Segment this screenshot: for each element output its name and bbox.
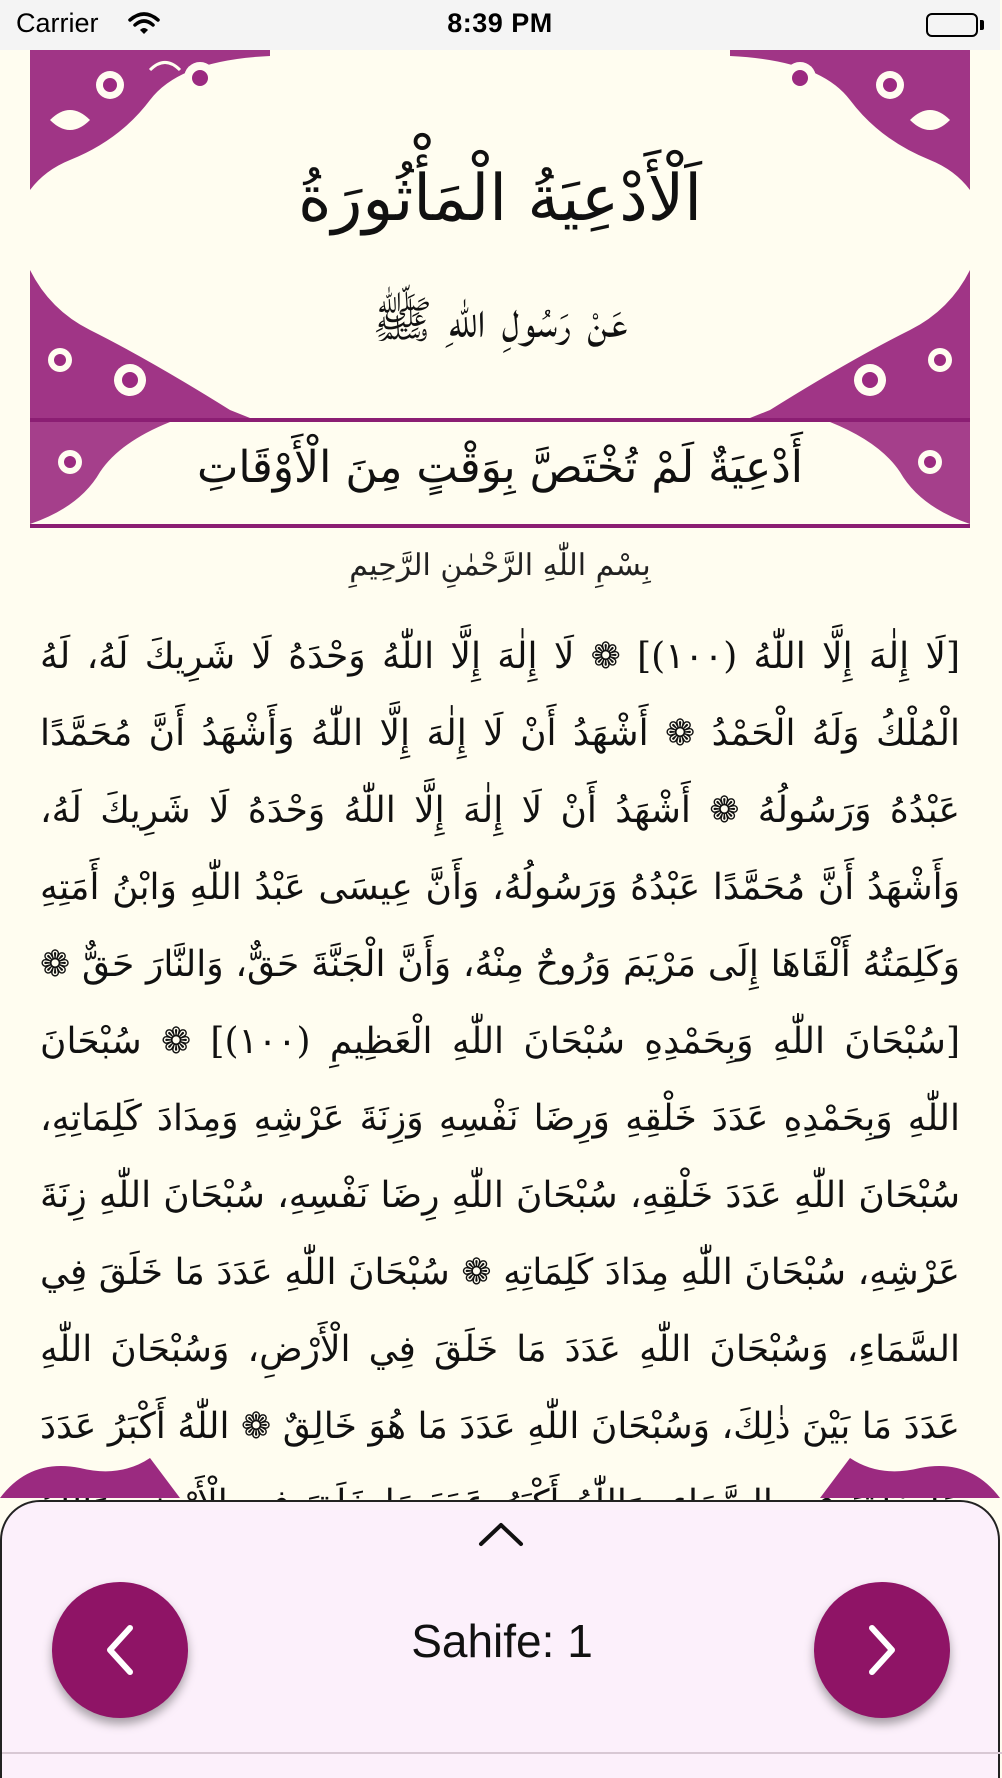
section-title: أَدْعِيَةٌ لَمْ تُخْتَصَّ بِوَقْتٍ مِنَ الْأَوْقَاتِ — [196, 442, 804, 493]
page-navigation-panel — [0, 1500, 1000, 1778]
page-number-label: Sahife: 1 — [411, 1615, 593, 1667]
page-title: اَلْأَدْعِيَةُ الْمَأْثُورَةُ — [297, 162, 703, 236]
carrier-label: Carrier — [16, 8, 99, 38]
ornament-bottom-right-icon — [820, 1458, 1000, 1498]
clock: 8:39 PM — [447, 8, 553, 38]
next-page-button[interactable] — [814, 1582, 950, 1718]
divider — [2, 1752, 1002, 1754]
battery-icon — [926, 13, 978, 37]
prayer-page — [30, 50, 970, 1470]
bismillah: بِسْمِ اللّٰهِ الرَّحْمٰنِ الرَّحِيمِ — [349, 548, 651, 583]
chevron-up-icon[interactable] — [478, 1520, 524, 1552]
ornament-bottom-left-icon — [0, 1458, 180, 1498]
section-header-band — [30, 418, 970, 528]
status-bar — [0, 0, 1000, 50]
chevron-right-icon — [862, 1622, 902, 1678]
page-subtitle: عَنْ رَسُولِ اللّٰهِ ﷺ — [372, 291, 628, 349]
prayer-text: [لَا إِلٰهَ إِلَّا اللّٰهُ (١٠٠)] ❁ لَا إِلٰهَ إِلَّا اللّٰهُ وَحْدَهُ لَا شَرِيكَ لَهُ، لَهُ الْمُلْكُ وَلَهُ الْحَمْدُ ❁ أَشْهَدُ أَنْ لَا إِلٰهَ إِلَّا اللّٰهُ وَأَشْهَدُ أَنَّ مُحَمَّدًا عَبْدُهُ وَرَسُولُهُ ❁ أَشْهَدُ أَنْ لَا إِلٰهَ إِلَّا اللّٰهُ وَحْدَهُ لَا شَرِيكَ لَهُ، وَأَشْهَدُ أَنَّ مُحَمَّدًا عَبْدُهُ وَرَسُولُهُ، وَأَنَّ عِيسَى عَبْدُ اللّٰهِ وَابْنُ أَمَتِهِ وَكَلِمَتُهُ أَلْقَاهَا إِلَى مَرْيَمَ وَرُوحٌ مِنْهُ، وَأَنَّ الْجَنَّةَ حَقٌّ، وَالنَّارَ حَقٌّ ❁ [سُبْحَانَ اللّٰهِ وَبِحَمْدِهِ سُبْحَانَ اللّٰهِ الْعَظِيمِ (١٠٠)] ❁ سُبْحَانَ اللّٰهِ وَبِحَمْدِهِ عَدَدَ خَلْقِهِ وَرِضَا نَفْسِهِ وَزِنَةَ عَرْشِهِ وَمِدَادَ كَلِمَاتِهِ، سُبْحَانَ اللّٰهِ عَدَدَ خَلْقِهِ، سُبْحَانَ اللّٰهِ رِضَا نَفْسِهِ، سُبْحَانَ اللّٰهِ زِنَةَ عَرْشِهِ، سُبْحَانَ اللّٰهِ مِدَادَ كَلِمَاتِهِ ❁ سُبْحَانَ اللّٰهِ عَدَدَ مَا خَلَقَ فِي السَّمَاءِ، وَسُبْحَانَ اللّٰهِ عَدَدَ مَا خَلَقَ فِي الْأَرْضِ، وَسُبْحَانَ اللّٰهِ عَدَدَ مَا بَيْنَ ذٰلِكَ، وَسُبْحَانَ اللّٰهِ عَدَدَ مَا هُوَ خَالِقٌ ❁ اللّٰهُ أَكْبَرُ عَدَدَ — [40, 636, 961, 1447]
